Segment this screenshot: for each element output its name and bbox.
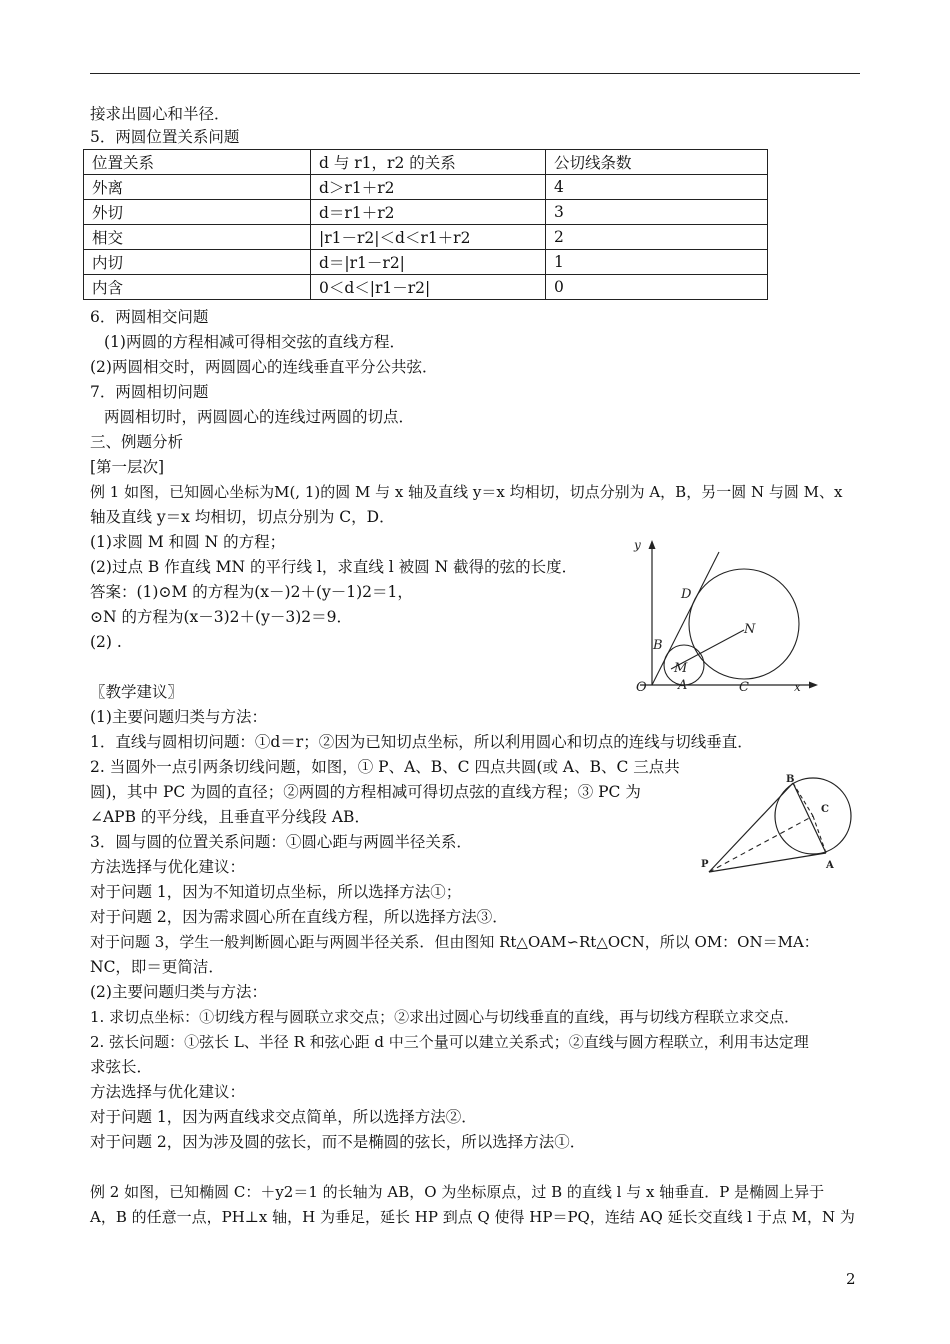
- label-b: B: [653, 638, 663, 653]
- table-cell: 内切: [84, 250, 311, 275]
- text-line: (2)主要问题归类与方法：: [90, 983, 267, 1001]
- text-line: (2)两圆相交时，两圆圆心的连线垂直平分公共弦．: [90, 358, 438, 376]
- section-heading: 7．两圆相切问题: [90, 383, 209, 401]
- text-line: 对于问题 1，因为不知道切点坐标，所以选择方法①；: [90, 883, 462, 901]
- header-rule: [90, 73, 860, 74]
- text-line: 2. 弦长问题：①弦长 L、半径 R 和弦心距 d 中三个量可以建立关系式；②直线与圆方程联立，利用韦达定理: [90, 1033, 809, 1051]
- example-text: 轴及直线 y＝x 均相切，切点分别为 C，D．: [90, 508, 395, 526]
- text-line: NC，即＝更简洁．: [90, 958, 224, 976]
- table-cell: 相交: [84, 225, 311, 250]
- label-c: C: [821, 804, 829, 815]
- text-line: 3．圆与圆的位置关系问题：①圆心距与两圆半径关系．: [90, 833, 472, 851]
- label-a: A: [678, 678, 688, 693]
- table-row: [84, 250, 768, 275]
- text-line: 方法选择与优化建议：: [90, 1083, 246, 1101]
- text-line: 对于问题 2，因为需求圆心所在直线方程，所以选择方法③．: [90, 908, 508, 926]
- circle-relation-table: [83, 149, 768, 300]
- table-cell: 0＜d＜|r1－r2|: [311, 275, 546, 300]
- table-cell: 2: [546, 225, 768, 250]
- label-y: y: [634, 538, 641, 552]
- label-p: P: [701, 859, 709, 870]
- text-line: (1)主要问题归类与方法：: [90, 708, 267, 726]
- example-text: 例 2 如图，已知椭圆 C：＋y2＝1 的长轴为 AB，O 为坐标原点，过 B 的直线 l 与 x 轴垂直．P 是椭圆上异于: [90, 1183, 825, 1201]
- text-line: 对于问题 3，学生一般判断圆心距与两圆半径关系．但由图知 Rt△OAM∽Rt△OCN，所以 OM：ON＝MA：: [90, 933, 819, 951]
- table-row: [84, 275, 768, 300]
- label-m: M: [674, 661, 688, 676]
- table-cell: d＞r1＋r2: [311, 175, 546, 200]
- text-line: 对于问题 1，因为两直线求交点简单，所以选择方法②．: [90, 1108, 477, 1126]
- table-cell: |r1－r2|＜d＜r1＋r2: [311, 225, 546, 250]
- table-cell: 0: [546, 275, 768, 300]
- label-o: O: [636, 680, 647, 695]
- text-line: 1. 求切点坐标：①切线方程与圆联立求交点；②求出过圆心与切线垂直的直线，再与切线方程联立求交点．: [90, 1008, 800, 1026]
- table-cell: 外切: [84, 200, 311, 225]
- table-cell: d＝r1＋r2: [311, 200, 546, 225]
- text-line: ∠APB 的平分线，且垂直平分线段 AB．: [90, 808, 370, 826]
- tangent-circles-figure: [620, 535, 830, 700]
- y-axis-arrow: [649, 540, 656, 549]
- table-header-cell: 位置关系: [84, 150, 311, 175]
- segment-ca: [813, 816, 826, 853]
- text-line: 圆)，其中 PC 为圆的直径；②两圆的方程相减可得切点弦的直线方程；③ PC 为: [90, 783, 641, 801]
- table-cell: 4: [546, 175, 768, 200]
- subsection-label: [第一层次]: [90, 458, 165, 476]
- label-c: C: [739, 680, 749, 695]
- table-header-cell: d 与 r1，r2 的关系: [311, 150, 546, 175]
- table-row: [84, 175, 768, 200]
- text-line: 1．直线与圆相切问题：①d＝r；②因为已知切点坐标，所以利用圆心和切点的连线与切线垂直．: [90, 733, 753, 751]
- table-header-row: [84, 150, 768, 175]
- segment-bc: [793, 783, 813, 816]
- text-line: 对于问题 2，因为涉及圆的弦长，而不是椭圆的弦长，所以选择方法①．: [90, 1133, 586, 1151]
- text-line: 方法选择与优化建议：: [90, 858, 246, 876]
- section-heading: 5．两圆位置关系问题: [90, 128, 240, 146]
- label-a: A: [826, 860, 834, 871]
- text-line: 求弦长．: [90, 1058, 153, 1076]
- section-heading: 〖教学建议〗: [90, 683, 184, 701]
- x-axis-arrow: [809, 682, 818, 689]
- text-line: 接求出圆心和半径．: [90, 105, 230, 123]
- answer-text: (2) .: [90, 633, 122, 651]
- section-heading: 三、例题分析: [90, 433, 184, 451]
- label-d: D: [681, 587, 692, 602]
- text-line: (2)过点 B 作直线 MN 的平行线 l，求直线 l 被圆 N 截得的弦的长度．: [90, 558, 578, 576]
- table-cell: 内含: [84, 275, 311, 300]
- chord-ab: [793, 783, 826, 853]
- table-row: [84, 200, 768, 225]
- example-text: 例 1 如图，已知圆心坐标为M(, 1)的圆 M 与 x 轴及直线 y＝x 均相切，切点分别为 A，B，另一圆 N 与圆 M、x: [90, 483, 843, 501]
- tangent-lines-figure: [695, 768, 860, 880]
- text-line: 两圆相切时，两圆圆心的连线过两圆的切点．: [104, 408, 415, 426]
- label-n: N: [744, 622, 756, 637]
- example-text: A，B 的任意一点，PH⊥x 轴，H 为垂足，延长 HP 到点 Q 使得 HP＝PQ，连结 AQ 延长交直线 l 于点 M，N 为: [90, 1208, 855, 1226]
- table-row: [84, 225, 768, 250]
- section-heading: 6．两圆相交问题: [90, 308, 209, 326]
- table-header-cell: 公切线条数: [546, 150, 768, 175]
- text-line: (1)求圆 M 和圆 N 的方程；: [90, 533, 286, 551]
- label-b: B: [786, 774, 795, 785]
- label-x: x: [794, 680, 801, 694]
- text-line: (1)两圆的方程相减可得相交弦的直线方程．: [104, 333, 405, 351]
- table-cell: 1: [546, 250, 768, 275]
- table-cell: 3: [546, 200, 768, 225]
- text-line: 2. 当圆外一点引两条切线问题，如图，① P、A、B、C 四点共圆(或 A、B、C 三点共: [90, 758, 680, 776]
- answer-text: ⊙N 的方程为(x－3)2＋(y－3)2＝9．: [90, 608, 352, 626]
- page-number: 2: [846, 1270, 856, 1288]
- answer-text: 答案：(1)⊙M 的方程为(x－)2＋(y－1)2＝1，: [90, 583, 413, 601]
- table-cell: 外离: [84, 175, 311, 200]
- table-cell: d＝|r1－r2|: [311, 250, 546, 275]
- tangent-pb: [709, 783, 793, 872]
